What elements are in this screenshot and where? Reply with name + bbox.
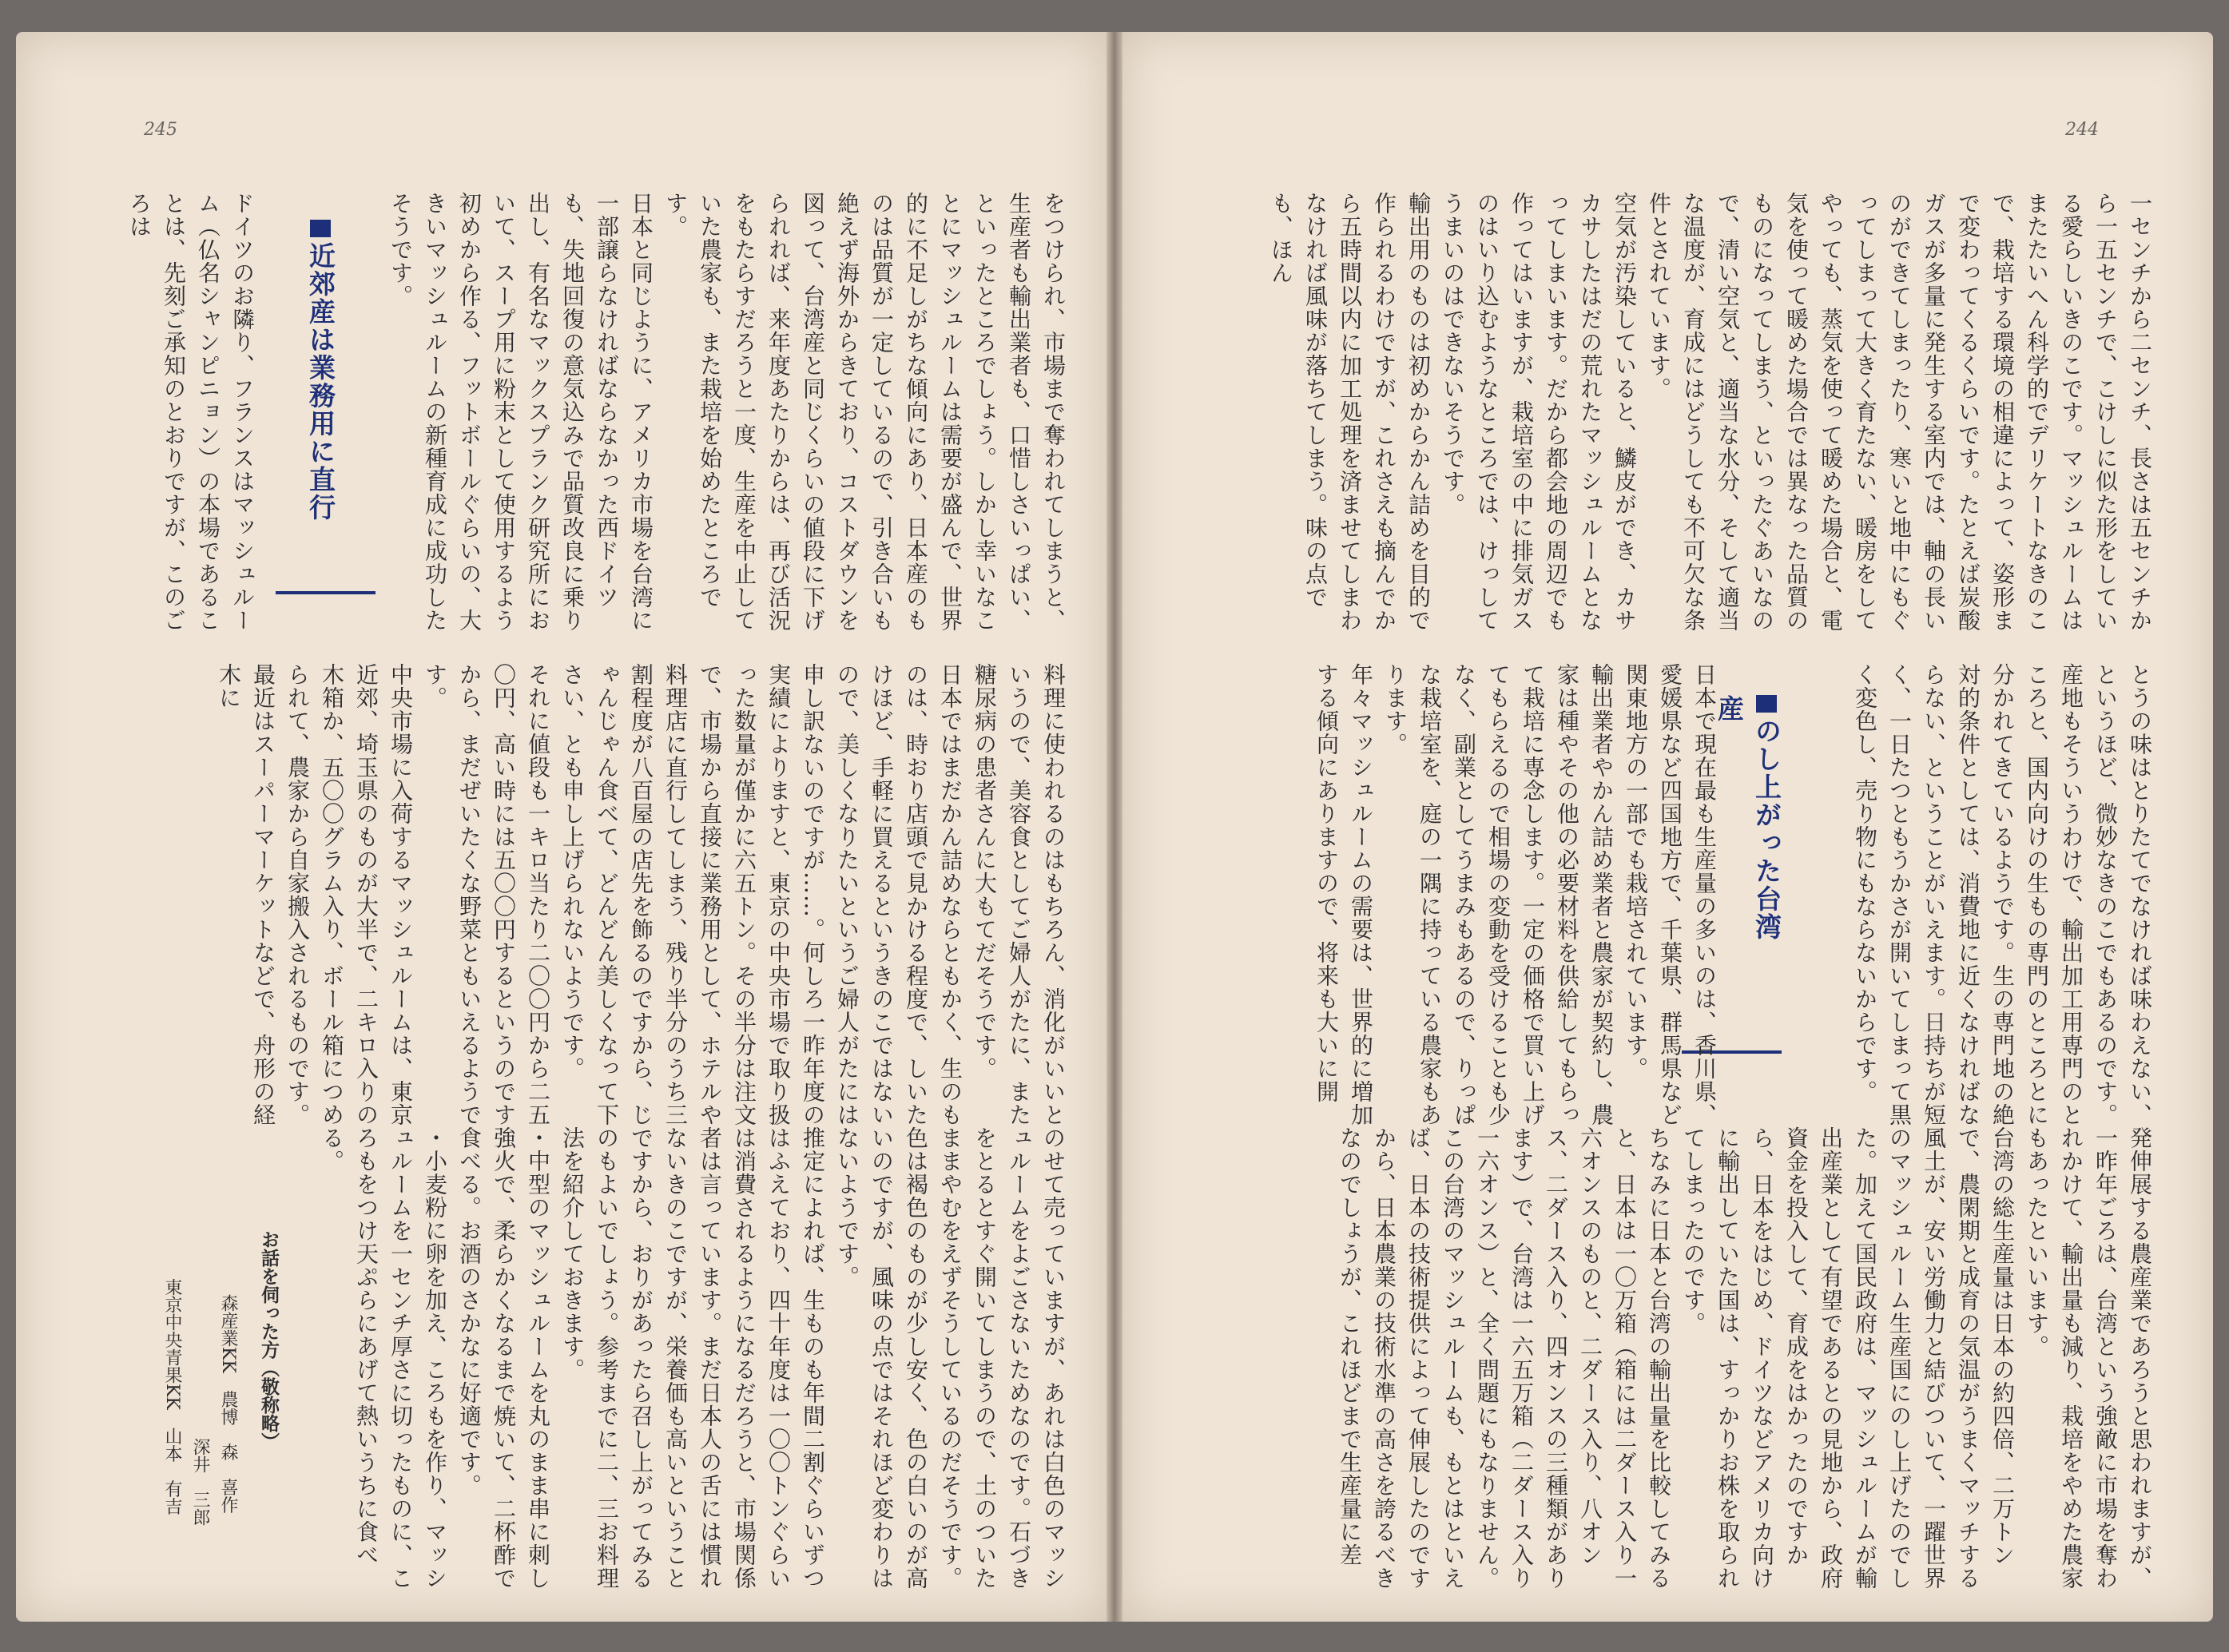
body-text-intro: ドイツのお隣り、フランスはマッシュルーム（仏名シャンピニョン）の本場であることは、先刻ご承知のとおりですが、このごろは [126,192,256,632]
body-text-upper: をつけられ、市場まで奪われてしまうと、生産者も輸出業者も、口惜しさいっぱい、といったところでしょう。しかし幸いなことにマッシュルームは需要が盛んで、世界的に不足しがちな傾向にあり、日本産のものは品質が一定しているので、引き合いも絶えず海外からきており、コストダウンを図って、台湾産と同じくらいの値段に下げられれば、来年度あたりからは、再び活況をもたらすだろうと一度、生産を中止していた農家も、また栽培を始めたところです。 日本と同じように、アメリカ市場を台湾に一部譲らなければならなかった西ドイツも、失地回復の意気込みで品質改良に乗り出し、有名なマックスプランク研究所において、スープ用に粉末として使用するよう初めから作る、フットボールぐらいの、大きいマッシュルームの新種育成に成功したそうです。 [387,192,1067,632]
body-text-upper: 一センチから二センチ、長さは五センチから一五センチで、こけしに似た形をしている愛らしいきのこです。マッシュルームはまたたいへん科学的でデリケートなきのこで、栽培する環境の相違によって、姿形まで変わってくるくらいです。たとえば炭酸ガスが多量に発生する室内では、軸の長いのができてしまったり、寒いと地中にもぐってしまって大きく育たない、暖房をしてやっても、蒸気を使って暖めた場合と、電気を使って暖めた場合では異なった品質のものになってしまう、といったぐあいなので、清い空気と、適当な水分、そして適当な温度が、育成にはどうしても不可欠な条件とされています。 空気が汚染していると、鱗皮ができ、カサカサしたはだの荒れたマッシュルームとなってしまいます。だから都会地の周辺でも作ってはいますが、栽培室の中に排気ガスのはいり込むようなところでは、けっしてうまいのはできないそうです。 輸出用のものは初めからかん詰めを目的で作られるわけですが、これさえも摘んでから五時間以内に加工処理を済ませてしまわなければ風味が落ちてしまう。味の点でも、ほん [1268,192,2153,632]
section-heading [1714,695,1786,967]
page-number: 245 [144,120,177,140]
body-text-lower: 料理に使われるのはもちろん、消化がいいというので、美容食としてご婦人がたに、また糖尿病の患者さんに大もてだそうです。 日本ではまだかん詰めならともかく、生のものは、時おり店頭で見かける程度で、しいたけほど、手軽に買えるというきのこではないので、美しくなりたいというご婦人がたには申し訳ないのですが……。何しろ一昨年度の実績によりますと、東京の中央市場で取り扱った数量が僅かに六五トン。その半分は注文で、市場から直接に業務用として、ホテルや料理店に直行してしまう、残り半分のうち三割程度が八百屋の店先を飾るのですから、じゃんじゃん食べて、どんどん美しくなって下さい、とも申し上げられないようです。 それに値段も一キロ当たり二〇〇円から二五〇円、高い時には五〇〇円するというのですから、まだぜいたくな野菜ともいえるようです。 中央市場に入荷するマッシュルームは、東京近郊、埼玉県のものが大半で、二キロ入りの木箱か、五〇〇グラム入り、ボール箱につめられて、農家から自家搬入されるものです。最近はスーパーマーケットなどで、舟形の経木に [216,663,1067,1126]
heading-text: のし上がった台湾産 [1714,695,1782,941]
heading-text: 近郊産は業務用に直行 [305,242,336,522]
section-heading [300,220,340,539]
left-page [16,32,1107,1622]
heading-marker-icon [1756,695,1777,713]
page-number: 244 [2065,120,2099,140]
credit-entry-1: 森産業KK 農博 森 喜作 [218,1294,238,1514]
heading-marker-icon [310,220,331,237]
body-text-lower: 日本で現在最も生産量の多いのは、香川県、愛媛県など四国地方で、千葉県、群馬県など関東地方の一部でも栽培されています。 輸出業者やかん詰め業者と農家が契約し、農家は種やその他の必要材料を供給してもらって栽培に専念します。一定の価格で買い上げてもらえるので相場の変動を受けることも少なく、副業としてうまみもあるので、りっぱな栽培室を、庭の一隅に持っている農家もあります。 年々マッシュルームの需要は、世界的に増加する傾向にありますので、将来も大いに開 [1313,663,1718,1126]
right-page [1122,32,2213,1622]
book-gutter [1107,32,1122,1622]
body-text-middle: とうの味はとりたてでなければ味わえない、というほど、微妙なきのこでもあるのです。 産地もそういうわけで、輸出加工用専門のところと、国内向けの生もの専門のところとに分かれてきているようです。生の専門地の絶対的条件としては、消費地に近くなければならない、ということがいえます。日持ちが短く、一日たつともうかさが開いてしまって黒く変色し、売り物にもならないからです。 [1852,663,2153,1126]
heading-rule [276,591,375,594]
body-text-bottom: のせて売っていますが、あれは白色のマッシュルームをよごさないためなのです。石づきをとるとすぐ開いてしまうので、土のついたままやむをえずそうしているのだそうです。色は褐色のものが少し安く、色の白いのが高いのですが、風味の点ではそれほど変わりはないようです。 推定によれば、生ものも年間二割ぐらいずつはふえており、四十年度は一〇〇トンぐらいは消費されるようになるだろうと、市場関係者は言っています。まだ日本人の舌には慣れないきのこですが、栄養価も高いということですから、おりがあったら召し上がってみるのもよいでしょう。参考までに二、三お料理法を紹介しておきます。 ・中型のマッシュルームを丸のまま串に刺し強火で、柔らかくなるまで焼いて、二杯酢で食べる。お酒のさかなに好適です。 ・小麦粉に卵を加え、ころもを作り、マッシュルームを一センチ厚さに切ったものに、ころもをつけ天ぷらにあげて熱いうちに食べる。 [319,1126,1067,1590]
credits-title: お話を伺った方（敬称略） [258,1230,279,1451]
body-text-bottom: 発伸展する農産業であろうと思われますが、一昨年ごろは、台湾という強敵に市場を奪われかけて、輸出量も減り、栽培をやめた農家もあったといいます。 台湾の総生産量は日本の約四倍、二万トンで、農閑期と成育の気温がうまくマッチする風土が、安い労働力と結びついて、一躍世界のマッシュルーム生産国にのし上げたのでした。加えて国民政府は、マッシュルームが輸出産業として有望であるとの見地から、政府資金を投入して、育成をはかったのですから、日本をはじめ、ドイツなどアメリカ向けに輸出していた国は、すっかりお株を取られてしまったのです。 ちなみに日本と台湾の輸出量を比較してみると、日本は一〇万箱（箱には二ダース入り一六オンスのものと、二ダース入り、八オンス、二ダース入り、四オンスの三種類があります）で、台湾は一六五万箱（二ダース入り一六オンス）と、全く問題にもなりません。 この台湾のマッシュルームも、もとはといえば、日本の技術提供によって伸展したのですから、日本農業の技術水準の高さを誇るべきなのでしょうが、これほどまで生産量に差 [1337,1126,2153,1590]
credit-entry-2: 深井 三郎 [190,1438,210,1526]
credit-entry-3: 東京中央青果KK 山本 有吉 [162,1278,182,1515]
